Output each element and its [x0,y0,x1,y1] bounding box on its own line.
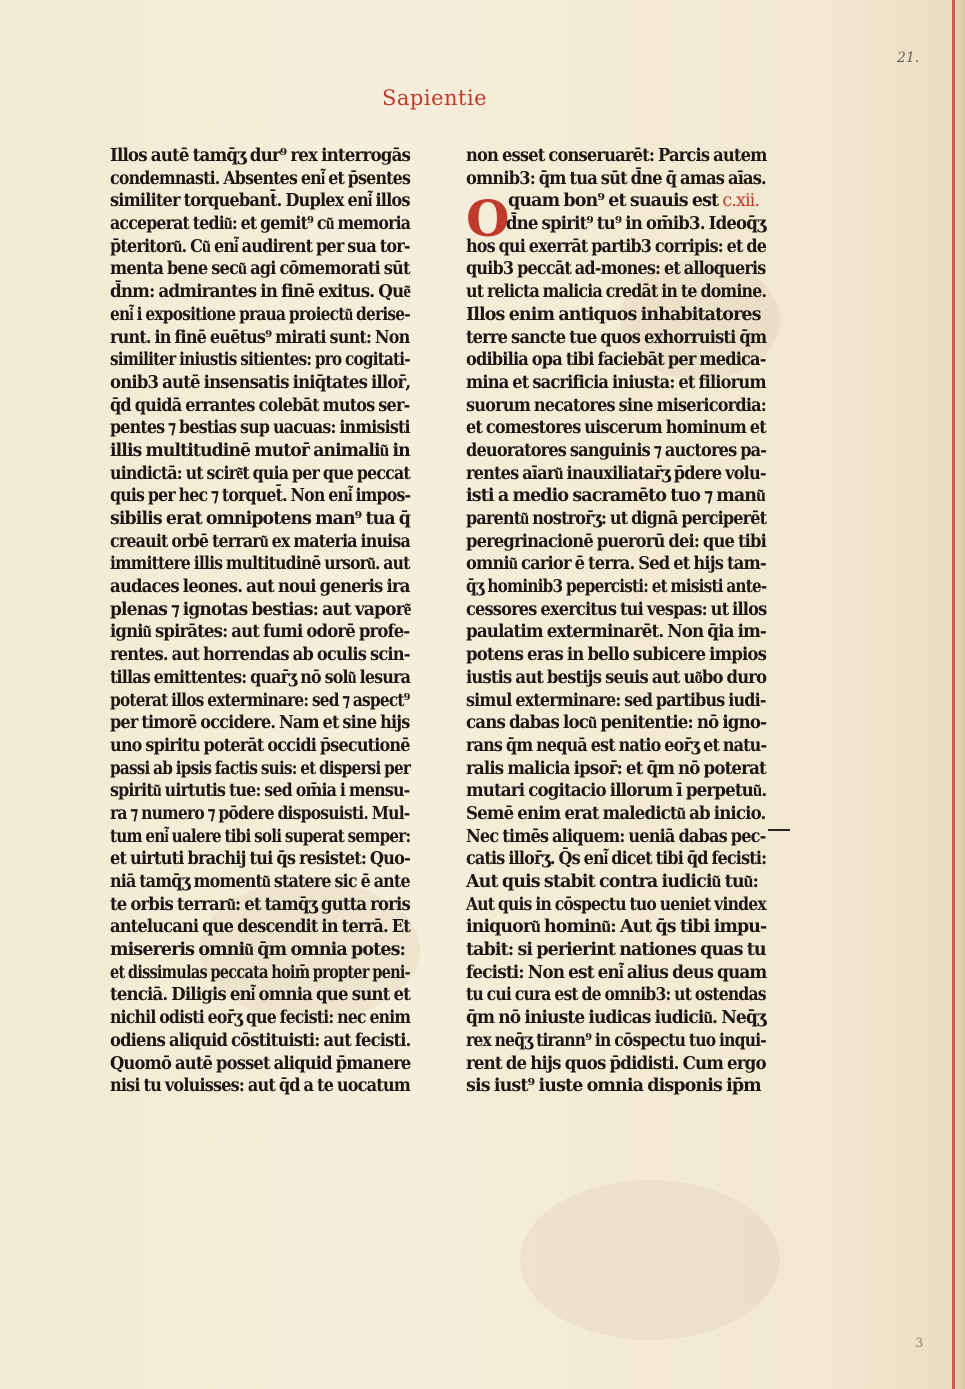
text-line [466,258,766,281]
margin-dash-mark [768,829,790,831]
text-line [110,440,410,463]
text-line [110,939,410,962]
line-text: fecisti: Non est eni͂ alius deus quam [466,962,767,983]
text-line [466,894,766,917]
text-line [466,871,766,894]
line-text: deuoratores sanguinis ⁊ auctores pa- [466,440,767,461]
line-text: Nec timēs aliquem: ueniā dabas pec- [466,826,766,847]
text-line [466,531,766,554]
line-text: terre sancte tue quos exhorruisti q̄m [466,327,767,348]
line-text: nichil odisti eor̄ʒ que fecisti: nec enim [110,1008,411,1029]
line-text: rentes. aut horrendas ab oculis scin- [110,645,410,666]
line-text: poterat illos exterminare: sed ⁊ aspect⁹ [110,690,410,711]
line-text: spiritu͂ uirtutis tue: sed om̄ia i mensu- [110,781,410,802]
line-text: misereris omniu͂ q̄m omnia potes: [110,940,406,961]
line-text: acceperat tediu͂: et gemit⁹ cu͂ memoria [110,214,411,235]
text-line [466,848,767,871]
text-line [466,417,766,440]
line-text: iniquoru͂ hominu͂: Aut q̄s tibi impu- [466,917,767,938]
text-line [110,463,410,486]
text-line [110,826,411,849]
line-text: d̄nm: admirantes in finē exitus. Que͂ [110,282,410,303]
text-line [110,236,410,259]
text-line [110,962,410,985]
line-text: Illos enim antiquos inhabitatores [466,304,761,325]
line-text: igniu͂ spirātes: aut fumi odorē profe- [110,622,410,643]
text-line [466,440,767,463]
line-text: ut relicta malicia credāt in te domine. [466,282,767,303]
text-line [110,508,411,531]
line-text: hos qui exerrāt partib3 corripis: et de [466,236,767,257]
text-line [110,848,411,871]
text-line [110,576,410,599]
text-line [466,349,766,372]
text-line [110,327,410,350]
text-line [466,780,767,803]
chapter-number-mark: c.xii. [722,191,760,212]
line-text: plenas ⁊ ignotas bestias: aut vapore͂ [110,599,411,620]
text-line [110,168,411,191]
text-line [110,780,410,803]
line-text: onib3 autē insensatis iniq̄tates illor̄, [110,372,411,393]
text-line [466,621,766,644]
line-text: et uirtuti brachij tui q̄s resistet: Quo- [110,849,411,870]
line-text: pentes ⁊ bestias sup uacuas: inmisisti [110,418,410,439]
line-text: niā tamq̄ʒ momentu͂ statere sic ē ante [110,872,410,892]
line-text: mutari cogitacio illorum ī perpetuu͂. [466,781,767,802]
right-text-column [466,145,766,1098]
text-line [110,281,410,304]
text-line [466,304,766,327]
text-line [110,916,410,939]
text-line [110,690,410,713]
text-line [110,1030,411,1053]
text-line [110,667,411,690]
text-line [466,826,766,849]
line-text: p̄teritoru͂. Cu͂ eni͂ audirent per sua tor- [110,236,410,257]
line-text: rex neq̄ʒ tirann⁹ in cōspectu tuo inqui- [466,1030,766,1051]
text-line [110,1007,411,1030]
line-text: sis iust⁹ iuste omnia disponis ip̄m [466,1076,761,1097]
line-text: menta bene secu͂ agi cōmemorati sūt [110,259,410,280]
line-text: non esset conseruarēt: Parcis autem [466,146,767,166]
line-text: similiter torquebant̄. Duplex eni͂ illos [110,191,410,212]
text-line [466,712,767,735]
text-line [110,213,411,236]
text-line [466,145,767,168]
text-line [466,485,766,508]
text-line [466,939,765,962]
text-line [110,531,410,554]
text-line [110,485,411,508]
line-text: peregrinacionē puerorū dei: que tibi [466,531,766,552]
text-line [110,735,410,758]
text-line [466,463,766,486]
line-text: simul exterminare: sed partibus iudi- [466,690,766,711]
line-text: sibilis erat omnipotens man⁹ tua q̄ [110,509,411,529]
line-text: iustis aut bestijs seuis aut uo͂bo duro [466,667,767,688]
left-text-column [110,145,410,1098]
line-text: quib3 peccāt ad-mones: et alloqueris [466,259,766,280]
line-text: nisi tu voluisses: aut q̄d a te uocatum [110,1076,410,1097]
text-line [466,1030,766,1053]
text-line [110,758,411,781]
line-text: Semē enim erat maledictu͂ ab inicio. [466,803,766,824]
line-text: odiens aliquid cōstituisti: aut fecisti. [110,1030,411,1051]
line-text: tum eni͂ ualere tibi soli superat semper: [110,826,411,847]
text-line [110,1053,411,1076]
text-line [110,304,410,327]
line-text: q̄ʒ hominib3 pepercisti: et misisti ante- [466,577,767,598]
line-text: parentu͂ nostror̄ʒ: ut dignā perciperēt [466,509,767,529]
line-text: quis per hec ⁊ torquet̄. Non eni͂ impos- [110,486,411,507]
text-line [110,894,410,917]
text-line [466,395,766,418]
text-line [110,553,410,576]
line-text: antelucani que descendit in terrā. Et [110,917,410,938]
line-text: d̄ne spirit⁹ tu⁹ in om̄ib3. Ideoq̄ʒ [505,214,766,235]
line-text: immittere illis multitudinē ursoru͂. aut [110,554,410,575]
text-line [466,236,767,259]
text-line [466,1053,766,1076]
text-line [466,1075,766,1098]
text-line [110,395,410,418]
line-text: potens eras in bello subicere impios [466,645,767,666]
line-text: rentes aīaru͂ inauxiliatar̄ʒ p̄dere volu- [466,463,766,484]
text-line [110,621,410,644]
line-text: rans q̄m nequā est natio eor̄ʒ et natu- [466,735,767,756]
text-line [110,145,411,168]
text-line [466,962,767,985]
text-line [110,190,410,213]
text-line [466,599,767,622]
text-line [466,803,766,826]
text-line [466,213,766,236]
text-line [466,667,767,690]
line-text: similiter iniustis sitientes: pro cogitati- [110,350,410,371]
text-line [110,803,410,826]
corner-page-mark: 3 [915,1336,924,1351]
text-line [466,644,767,667]
line-text: tillas emittentes: quar̄ʒ nō solu͂ lesura [110,667,411,688]
line-text: omniu͂ carior ē terra. Sed et hijs tam- [466,554,766,575]
text-line [466,168,766,191]
line-text: eni͂ i expositione praua proiectu͂ derise- [110,304,410,325]
line-text: audaces leones. aut noui generis ira [110,577,410,598]
folio-number: 21. [897,50,920,66]
paper-stain [520,1180,780,1340]
line-text: Aut quis in cōspectu tuo ueniet vindex [466,894,766,915]
text-line [110,372,411,395]
line-text: Aut quis stabit contra iudiciu͂ tuu͂: [466,872,759,892]
line-text: Quomō autē posset aliquid p̄manere [110,1053,411,1074]
page-edge [955,0,965,1389]
line-text: rent de hijs quos p̄didisti. Cum ergo [466,1053,766,1074]
line-text: paulatim exterminarēt. Non q̄ia im- [466,622,766,643]
text-line [466,690,766,713]
text-line [110,349,410,372]
line-text: cans dabas locu͂ penitentie: nō igno- [466,713,767,734]
text-line [466,281,767,304]
text-line [110,644,410,667]
line-text: uno spiritu poterāt occidi p̄secutionē [110,735,410,756]
line-text: Illos autē tamq̄ʒ dur⁹ rex interrogās [110,146,411,166]
line-text: passi ab ipsis factis suis: et dispersi per [110,758,411,779]
text-line [110,417,410,440]
text-line [466,916,767,939]
line-text: uindictā: ut scire͂t quia per que peccat [110,463,410,484]
text-line [466,984,766,1007]
text-line [466,508,767,531]
rubricated-edge-line [952,0,955,1389]
drop-cap-initial: O [466,189,510,248]
line-text: tenciā. Diligis eni͂ omnia que sunt et [110,985,410,1006]
text-line [466,190,766,213]
text-line [110,1075,410,1098]
text-line [466,372,766,395]
line-text: runt. in finē euētus⁹ mirati sunt: Non [110,327,410,348]
line-text: et dissimulas peccata hoim̄ propter peni- [110,962,410,983]
running-head: Sapientie [382,86,488,110]
line-text: condemnasti. Absentes eni͂ et p̄sentes [110,168,411,189]
line-text: suorum necatores sine misericordia: [466,395,766,416]
line-text: et comestores uiscerum hominum et [466,418,766,439]
line-text: mina et sacrificia iniusta: et filiorum [466,372,766,393]
line-text: cessores exercitus tui vespas: ut illos [466,599,767,620]
line-text: per timorē occidere. Nam et sine hijs [110,713,410,734]
line-text: q̄d quidā errantes colebāt mutos ser- [110,395,410,416]
line-text: ralis malicia ipsor̄: et q̄m nō poterat [466,758,766,779]
text-line [110,599,411,622]
line-text: odibilia opa tibi faciebāt per medica- [466,350,766,371]
line-text: creauit orbē terraru͂ ex materia inuisa [110,531,410,552]
line-text: ra ⁊ numero ⁊ pōdere disposuisti. Mul- [110,803,410,824]
line-text: te orbis terraru͂: et tamq̄ʒ gutta roris [110,894,410,915]
line-text: omnib3: q̄m tua sūt d̄ne q̄ amas aīas. [466,168,766,189]
text-line [110,712,410,735]
text-line [110,258,410,281]
line-text: isti a medio sacramēto tuo ⁊ manu͂ [466,486,765,507]
text-line [466,576,767,599]
line-text: quam bon⁹ et suauis est [508,191,719,212]
text-line [110,984,410,1007]
line-text: catis illor̄ʒ. Q̄s eni͂ dicet tibi q̄d fecisti: [466,849,767,870]
line-text: tu cui cura est de omnib3: ut ostendas [466,985,766,1006]
text-line [466,553,766,576]
text-line [466,1007,766,1030]
text-line [466,758,766,781]
line-text: illis multitudinē mutor̄ animaliu͂ in [110,440,410,461]
line-text: tabit: si perierint nationes quas tu [466,940,766,961]
text-line [110,871,410,894]
line-text: q̄m nō iniuste iudicas iudiciu͂. Neq̄ʒ [466,1008,766,1029]
text-line [466,735,767,758]
text-line [466,327,767,350]
